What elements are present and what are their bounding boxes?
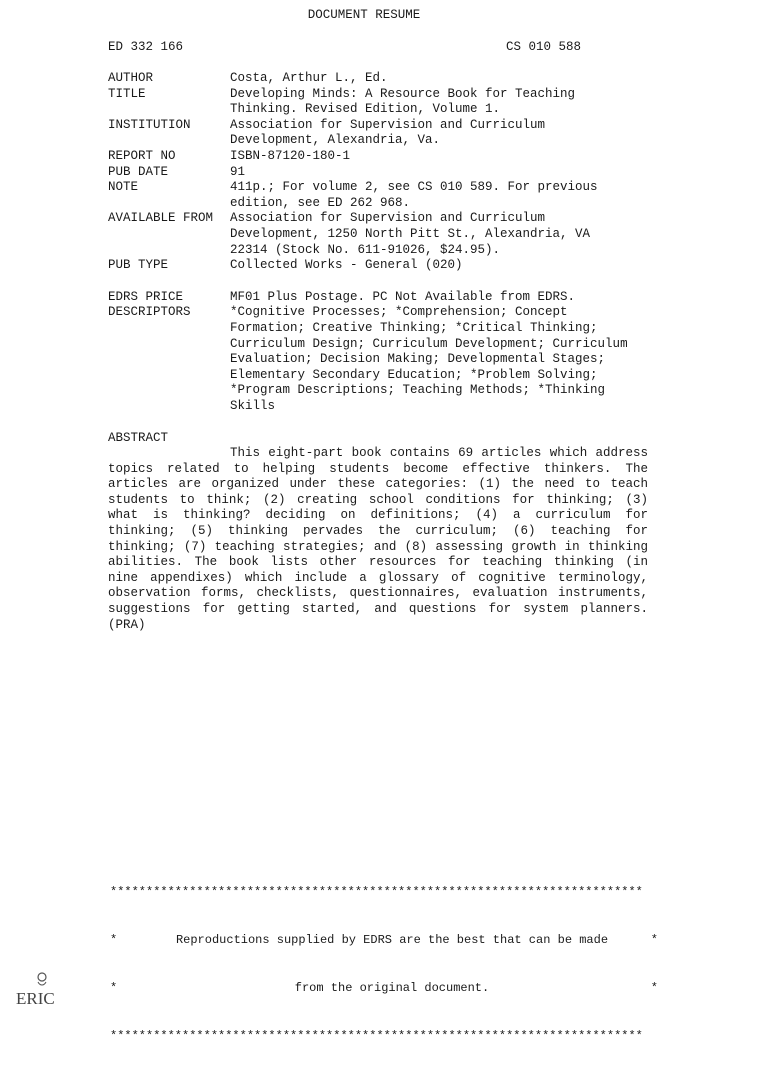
ed-number: ED 332 166	[108, 40, 184, 54]
field-value: MF01 Plus Postage. PC Not Available from EDRS.	[230, 289, 576, 304]
abstract-text: This eight-part book contains 69 articles which address topics related to helping students become effective thinkers. The articles are organized under these categories: (1) the need to teach students to think; (2) creating school conditions for thinking; (3) what is thinking? deciding on definitions; (4) a curriculum for thinking; (5) thinking pervades the curriculum; (6) teaching for thinking; (7) teaching strategies; and (8) assessing growth in thinking abilities. The book lists other resources for teaching thinking (in nine appendixes) which include a glossary of cognitive terminology, observation forms, checklists, questionnaires, evaluation instruments, suggestions for getting started, and questions for system planners. (PRA)	[108, 446, 648, 632]
field-note	[108, 180, 668, 211]
field-value: Developing Minds: A Resource Book for Teaching Thinking. Revised Edition, Volume 1.	[230, 86, 576, 117]
notice-star: *	[110, 981, 118, 995]
field-value: Association for Supervision and Curriculum Development, 1250 North Pitt St., Alexandria, VA 22314 (Stock No. 611-91026, $24.95).	[230, 211, 591, 257]
reproduction-notice	[110, 852, 658, 1076]
document-heading: DOCUMENT RESUME	[307, 8, 421, 22]
field-label: REPORT NO	[108, 148, 176, 163]
field-value: 411p.; For volume 2, see CS 010 589. For previous edition, see ED 262 968.	[230, 180, 598, 210]
field-author	[108, 71, 668, 87]
metadata-fields	[108, 71, 668, 414]
field-value: 91	[230, 164, 246, 179]
field-label: EDRS PRICE	[108, 289, 184, 304]
notice-star: *	[650, 981, 658, 995]
field-label: AUTHOR	[108, 71, 154, 85]
field-label: DESCRIPTORS	[108, 305, 191, 320]
field-descriptors	[108, 305, 668, 414]
field-pub-date	[108, 165, 668, 181]
notice-line-2	[110, 980, 658, 996]
field-value: ISBN-87120-180-1	[230, 148, 351, 163]
field-label: TITLE	[108, 86, 146, 101]
field-edrs-price	[108, 290, 668, 306]
field-pub-type	[108, 258, 668, 274]
field-value: *Cognitive Processes; *Comprehension; Concept Formation; Creative Thinking; *Critical Thinking; Curriculum Design; Curriculum Development; Curriculum Evaluation; Decision Making; Developmental Stages; Elementary Secondary Education; *Problem Solving; *Program Descriptions; Teaching Methods; *Thinking Skills	[230, 305, 628, 413]
field-label: NOTE	[108, 180, 139, 195]
field-available-from	[108, 211, 668, 258]
abstract-label: ABSTRACT	[108, 431, 169, 445]
notice-star: *	[650, 933, 658, 947]
field-value: Collected Works - General (020)	[230, 258, 463, 273]
notice-text: from the original document.	[294, 981, 490, 995]
field-value: Association for Supervision and Curriculum Development, Alexandria, Va.	[230, 117, 546, 148]
notice-star: *	[110, 933, 118, 947]
cs-number: CS 010 588	[506, 40, 582, 54]
field-report-no	[108, 149, 668, 165]
notice-text: Reproductions supplied by EDRS are the best that can be made	[175, 933, 609, 947]
field-label: PUB TYPE	[108, 258, 169, 273]
field-label: PUB DATE	[108, 164, 169, 179]
field-institution	[108, 118, 668, 149]
notice-border-top: **************************************************************************	[110, 885, 643, 899]
eric-logo-icon	[14, 970, 60, 1010]
field-label: INSTITUTION	[108, 117, 191, 132]
field-value: Costa, Arthur L., Ed.	[230, 71, 388, 85]
notice-line-1	[110, 932, 658, 948]
eric-logo-text: ERIC	[16, 989, 55, 1008]
field-title	[108, 87, 668, 118]
notice-border-bottom: **************************************************************************	[110, 1029, 643, 1043]
field-label: AVAILABLE FROM	[108, 211, 214, 226]
